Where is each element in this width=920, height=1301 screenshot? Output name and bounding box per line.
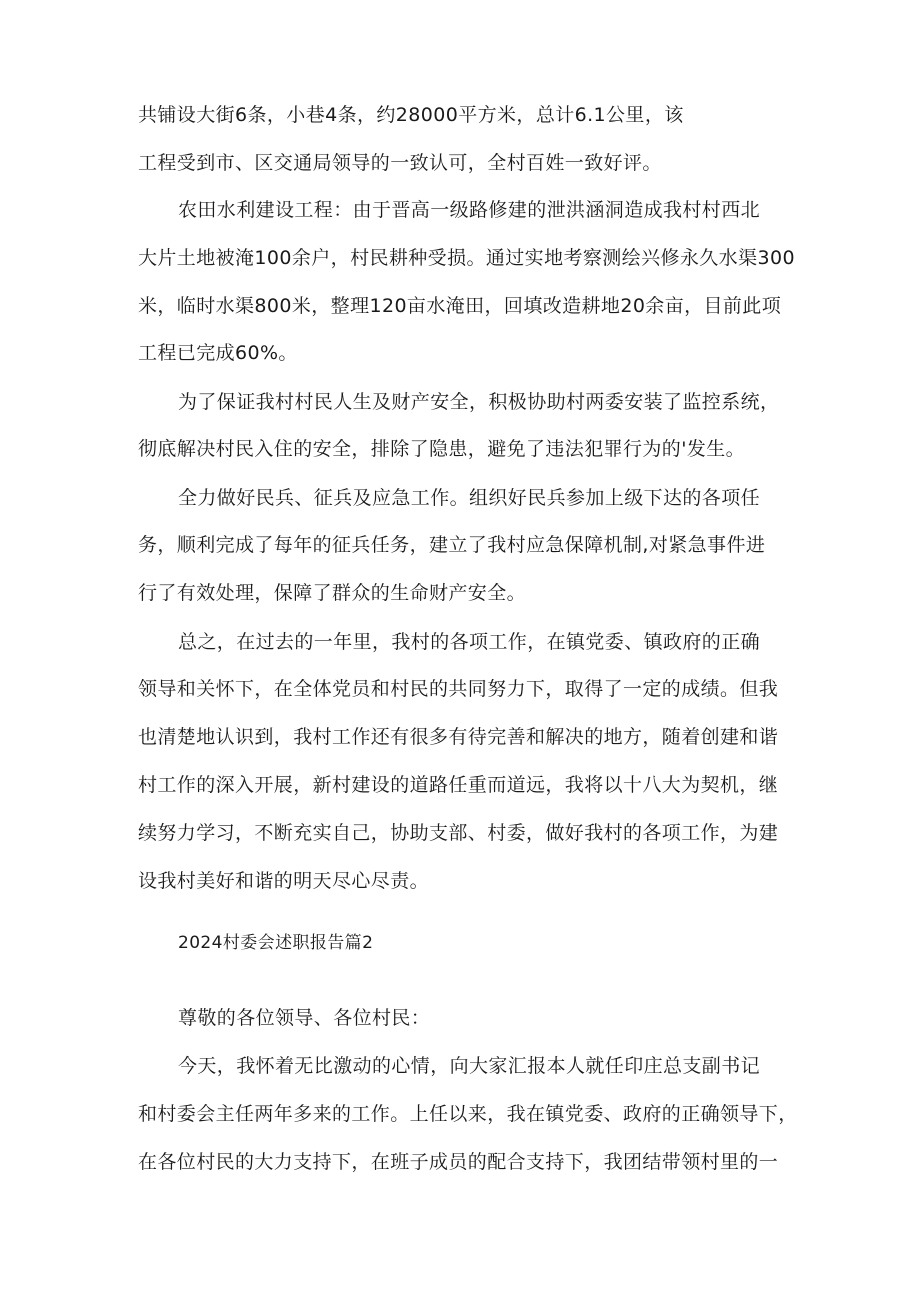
paragraph-line: 工程受到市、区交通局领导的一致认可，全村百姓一致好评。 <box>138 152 662 174</box>
paragraph-line: 村工作的深入开展，新村建设的道路任重而道远，我将以十八大为契机，继 <box>138 774 779 796</box>
paragraph-line: 务，顺利完成了每年的征兵任务，建立了我村应急保障机制,对紧急事件进 <box>138 534 766 556</box>
paragraph-line: 行了有效处理，保障了群众的生命财产安全。 <box>138 582 527 604</box>
paragraph-first-line: 农田水利建设工程：由于晋高一级路修建的泄洪涵洞造成我村村西北 <box>178 199 761 221</box>
paragraph-line: 设我村美好和谐的明天尽心尽责。 <box>138 870 430 892</box>
paragraph-line: 在各位村民的大力支持下，在班子成员的配合支持下，我团结带领村里的一 <box>138 1151 779 1173</box>
salutation-line: 尊敬的各位领导、各位村民： <box>178 1007 431 1029</box>
paragraph-line: 米，临时水渠800米，整理120亩水淹田，回填改造耕地20余亩，目前此项 <box>138 295 782 317</box>
paragraph-line: 共铺设大街6条，小巷4条，约28000平方米，总计6.1公里，该 <box>138 104 684 126</box>
paragraph-line: 领导和关怀下，在全体党员和村民的共同努力下，取得了一定的成绩。但我 <box>138 678 779 700</box>
paragraph-line: 和村委会主任两年多来的工作。上任以来，我在镇党委、政府的正确领导下， <box>138 1103 798 1125</box>
section-heading: 2024村委会述职报告篇2 <box>178 933 374 953</box>
paragraph-first-line: 为了保证我村村民人生及财产安全，积极协助村两委安装了监控系统， <box>178 391 780 413</box>
paragraph-line: 大片土地被淹100余户，村民耕种受损。通过实地考察测绘兴修永久水渠300 <box>138 247 795 269</box>
paragraph-line: 续努力学习，不断充实自己，协助支部、村委，做好我村的各项工作，为建 <box>138 822 779 844</box>
paragraph-line: 彻底解决村民入住的安全，排除了隐患，避免了违法犯罪行为的'发生。 <box>138 438 746 460</box>
paragraph-line: 也清楚地认识到，我村工作还有很多有待完善和解决的地方，随着创建和谐 <box>138 726 779 748</box>
paragraph-first-line: 今天，我怀着无比激动的心情，向大家汇报本人就任印庄总支副书记 <box>178 1055 761 1077</box>
paragraph-first-line: 总之，在过去的一年里，我村的各项工作，在镇党委、镇政府的正确 <box>178 631 761 653</box>
paragraph-first-line: 全力做好民兵、征兵及应急工作。组织好民兵参加上级下达的各项任 <box>178 487 761 509</box>
paragraph-line: 工程已完成60%。 <box>138 342 298 364</box>
